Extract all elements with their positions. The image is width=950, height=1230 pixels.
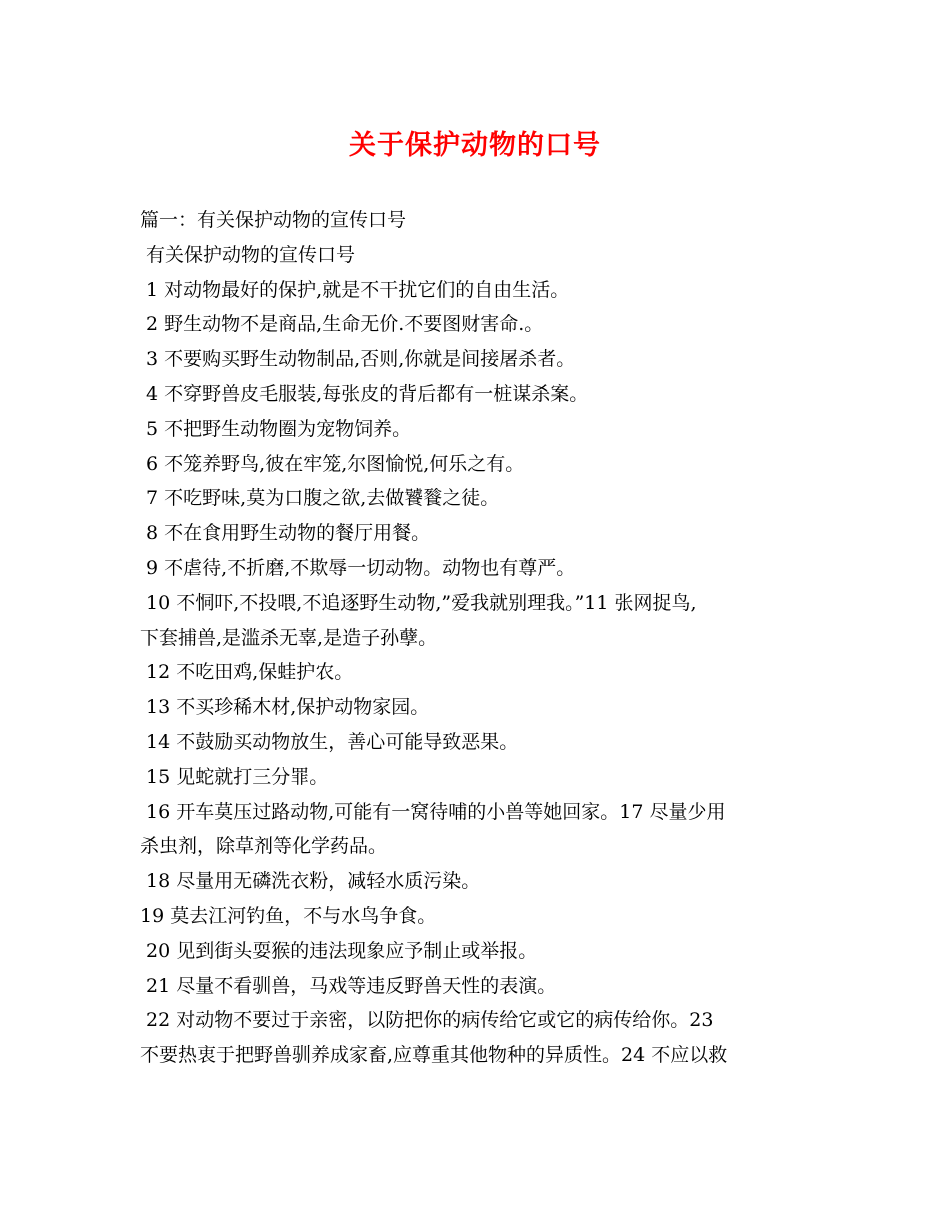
text-line: 7 不吃野味,莫为口腹之欲,去做饕餮之徒。 [140, 487, 500, 510]
text-line: 15 见蛇就打三分罪。 [140, 765, 329, 788]
text-line: 9 不虐待,不折磨,不欺辱一切动物。动物也有尊严。 [140, 556, 576, 579]
text-line: 4 不穿野兽皮毛服装,每张皮的背后都有一桩谋杀案。 [140, 382, 589, 405]
document-title: 关于保护动物的口号 [349, 130, 601, 161]
text-line: 16 开车莫压过路动物,可能有一窝待哺的小兽等她回家。17 尽量少用 [140, 800, 726, 823]
text-line: 18 尽量用无磷洗衣粉，减轻水质污染。 [140, 870, 481, 893]
text-line: 2 野生动物不是商品,生命无价.不要图财害命.。 [140, 313, 544, 336]
text-line: 杀虫剂，除草剂等化学药品。 [140, 835, 388, 858]
text-line: 6 不笼养野鸟,彼在牢笼,尔图愉悦,何乐之有。 [140, 452, 525, 475]
text-line: 13 不买珍稀木材,保护动物家园。 [140, 696, 430, 719]
text-line: 下套捕兽,是滥杀无辜,是造子孙孽。 [140, 626, 438, 649]
text-line: 19 莫去江河钓鱼，不与水鸟争食。 [140, 904, 437, 927]
text-line: 3 不要购买野生动物制品,否则,你就是间接屠杀者。 [140, 348, 576, 371]
text-line: 5 不把野生动物圈为宠物饲养。 [140, 417, 412, 440]
text-line: 不要热衷于把野兽驯养成家畜,应尊重其他物种的异质性。24 不应以救 [140, 1044, 728, 1067]
document-body [140, 203, 820, 1073]
text-line: 12 不吃田鸡,保蛙护农。 [140, 661, 354, 684]
text-line: 20 见到街头耍猴的违法现象应予制止或举报。 [140, 939, 538, 962]
text-line: 有关保护动物的宣传口号 [140, 243, 356, 266]
text-line: 10 不恫吓,不投喂,不追逐野生动物,”爱我就别理我。”11 张网捉鸟, [140, 591, 697, 614]
text-line: 21 尽量不看驯兽，马戏等违反野兽天性的表演。 [140, 974, 557, 997]
text-line: 1 对动物最好的保护,就是不干扰它们的自由生活。 [140, 278, 570, 301]
text-line: 篇一：有关保护动物的宣传口号 [140, 209, 407, 231]
text-line: 22 对动物不要过于亲密，以防把你的病传给它或它的病传给你。23 [140, 1009, 714, 1032]
text-line: 8 不在食用野生动物的餐厅用餐。 [140, 522, 431, 545]
text-line: 14 不鼓励买动物放生，善心可能导致恶果。 [140, 730, 519, 753]
